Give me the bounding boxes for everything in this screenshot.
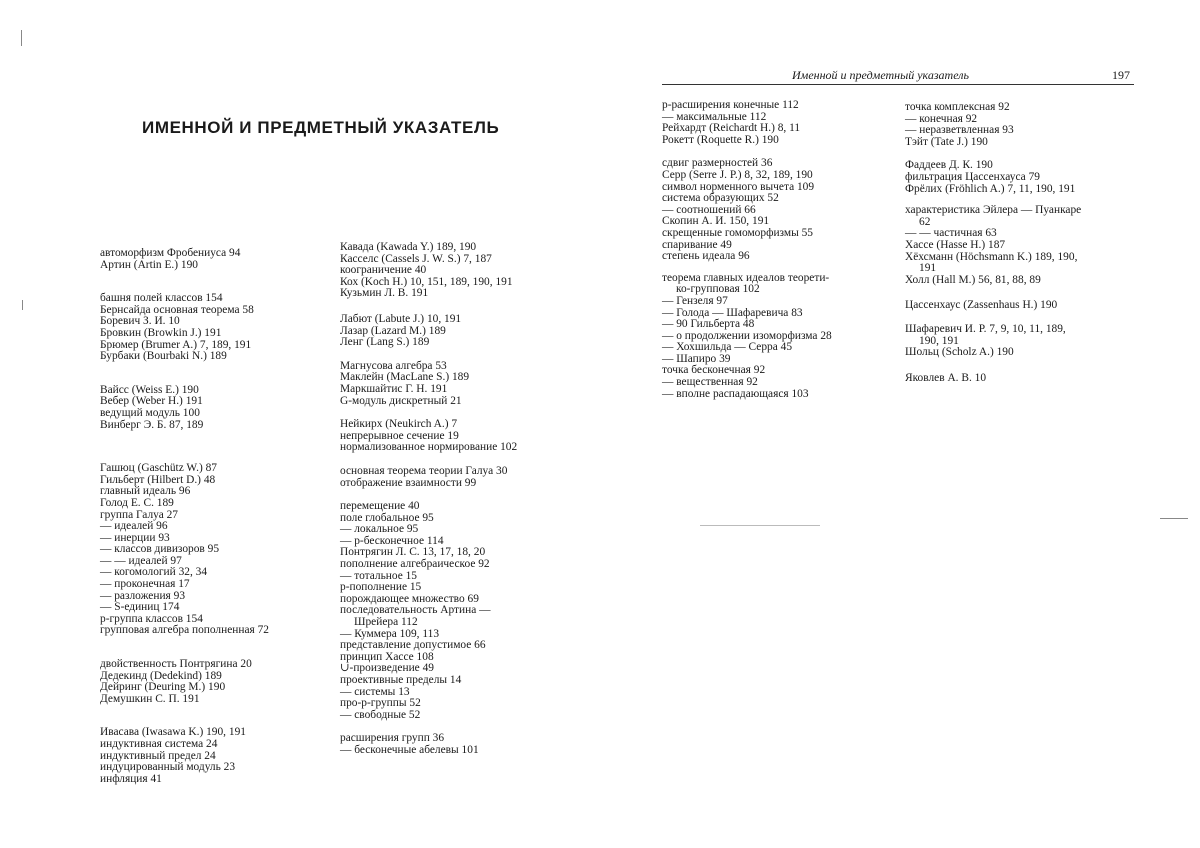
index-entry: Брюмер (Brumer A.) 7, 189, 191: [100, 338, 252, 351]
index-column-4: [905, 102, 1081, 397]
index-entry: — локальное 95: [340, 523, 419, 536]
index-entry: группа Галуа 27: [100, 508, 178, 521]
index-entry: 191: [919, 262, 937, 275]
index-entry: непрерывное сечение 19: [340, 429, 459, 442]
index-entry: 190, 191: [919, 334, 959, 347]
index-group: [100, 659, 269, 705]
index-entry: степень идеала 96: [662, 250, 750, 263]
index-group: [340, 242, 517, 300]
index-entry: Шольц (Scholz A.) 190: [905, 346, 1014, 359]
index-entry: Понтрягин Л. С. 13, 17, 18, 20: [340, 546, 486, 559]
index-entry: Магнусова алгебра 53: [340, 359, 447, 372]
index-entry: p-группа классов 154: [100, 612, 203, 625]
index-entry: принцип Хассе 108: [340, 650, 434, 663]
index-entry: Лабют (Labute J.) 10, 191: [340, 312, 462, 325]
index-entry: — соотношений 66: [662, 203, 756, 216]
index-group: [905, 102, 1081, 148]
index-entry: Бровкин (Browkin J.) 191: [100, 326, 222, 339]
index-entry: Фрёлих (Fröhlich A.) 7, 11, 190, 191: [905, 182, 1076, 195]
page-number: 197: [1112, 68, 1130, 82]
index-entry: Демушкин С. П. 191: [100, 692, 200, 705]
index-column-3: [662, 100, 832, 413]
index-entry: — о продолжении изоморфизма 28: [662, 329, 832, 342]
index-entry: Вайсс (Weiss E.) 190: [100, 383, 199, 396]
index-entry: Цассенхаус (Zassenhaus H.) 190: [905, 299, 1058, 312]
index-entry: — вполне распадающаяся 103: [662, 387, 809, 400]
index-group: [905, 300, 1081, 312]
index-entry: — свободные 52: [340, 708, 421, 721]
index-entry: Касселс (Cassels J. W. S.) 7, 187: [340, 252, 492, 265]
index-entry: Хассе (Hasse H.) 187: [905, 238, 1006, 251]
index-entry: Дейринг (Deuring M.) 190: [100, 681, 226, 694]
index-entry: — Хохшильда — Серра 45: [662, 341, 793, 354]
index-entry: Кох (Koch H.) 10, 151, 189, 190, 191: [340, 275, 513, 288]
index-group: [100, 463, 269, 637]
index-entry: проективные пределы 14: [340, 674, 462, 686]
index-entry: ∪-произведение 49: [340, 662, 434, 675]
index-entry: — системы 13: [340, 685, 410, 698]
index-group: [100, 385, 269, 431]
index-entry: Гашюц (Gaschütz W.) 87: [100, 462, 217, 475]
index-entry: p-расширения конечные 112: [662, 99, 799, 111]
index-entry: представление допустимое 66: [340, 639, 486, 652]
index-entry: — Куммера 109, 113: [340, 627, 440, 640]
index-group: [905, 205, 1081, 286]
index-entry: — неразветвленная 93: [905, 124, 1014, 137]
index-entry: Скопин А. И. 150, 191: [662, 215, 770, 228]
index-group: [905, 160, 1081, 195]
index-entry: двойственность Понтрягина 20: [100, 658, 252, 671]
index-entry: — классов дивизоров 95: [100, 543, 220, 556]
index-group: [340, 501, 517, 721]
index-entry: характеристика Эйлера — Пуанкаре: [905, 204, 1082, 217]
index-entry: — максимальные 112: [662, 110, 767, 123]
index-entry: Бурбаки (Bourbaki N.) 189: [100, 350, 227, 363]
index-entry: Фаддеев Д. К. 190: [905, 159, 993, 172]
index-entry: — конечная 92: [905, 112, 978, 125]
index-group: [662, 100, 832, 146]
index-entry: ко-групповая 102: [676, 283, 760, 296]
index-group: [100, 248, 269, 271]
index-entry: индуктивная система 24: [100, 738, 218, 750]
index-entry: Кузьмин Л. В. 191: [340, 287, 429, 300]
index-entry: Артин (Artin E.) 190: [100, 258, 199, 271]
index-entry: сдвиг размерностей 36: [662, 157, 773, 170]
index-entry: — идеалей 96: [100, 520, 168, 533]
index-entry: Серр (Serre J. P.) 8, 32, 189, 190: [662, 168, 813, 181]
index-entry: Дедекинд (Dedekind) 189: [100, 669, 222, 682]
scan-speck: [22, 300, 23, 310]
index-entry: Яковлев А. В. 10: [905, 371, 987, 384]
index-entry: — 90 Гильберта 48: [662, 318, 755, 331]
index-entry: Ленг (Lang S.) 189: [340, 336, 430, 349]
index-group: [340, 419, 517, 454]
index-entry: Кавада (Kawada Y.) 189, 190: [340, 241, 477, 253]
index-entry: поле глобальное 95: [340, 511, 434, 524]
index-entry: p-пополнение 15: [340, 581, 422, 594]
index-group: [340, 361, 517, 407]
index-entry: Маклейн (MacLane S.) 189: [340, 371, 470, 384]
index-entry: Рокетт (Roquette R.) 190: [662, 133, 779, 146]
index-entry: Голод Е. С. 189: [100, 496, 174, 509]
scan-speck: [21, 30, 22, 46]
index-entry: перемещение 40: [340, 500, 420, 513]
index-entry: Холл (Hall M.) 56, 81, 88, 89: [905, 273, 1041, 286]
index-entry: скрещенные гомоморфизмы 55: [662, 226, 813, 239]
index-column-1: [100, 248, 269, 798]
index-entry: — Голода — Шафаревича 83: [662, 306, 803, 319]
index-entry: — Шапиро 39: [662, 352, 731, 365]
index-entry: — бесконечные абелевы 101: [340, 743, 479, 756]
index-entry: — разложения 93: [100, 589, 186, 602]
index-entry: последовательность Артина —: [340, 604, 491, 617]
index-entry: групповая алгебра пополненная 72: [100, 624, 269, 637]
header-rule: [662, 84, 1134, 85]
index-entry: Шафаревич И. Р. 7, 9, 10, 11, 189,: [905, 322, 1066, 335]
index-group: [100, 727, 269, 785]
index-entry: — — частичная 63: [905, 227, 997, 240]
index-entry: точка бесконечная 92: [662, 364, 766, 377]
index-title: ИМЕННОЙ И ПРЕДМЕТНЫЙ УКАЗАТЕЛЬ: [142, 118, 500, 137]
index-entry: Винберг Э. Б. 87, 189: [100, 418, 204, 431]
index-entry: Хёхсманн (Höchsmann K.) 189, 190,: [905, 250, 1078, 263]
index-entry: индуцированный модуль 23: [100, 761, 236, 774]
index-entry: порождающее множество 69: [340, 592, 479, 605]
index-entry: теорема главных идеалов теорети-: [662, 271, 830, 284]
index-group: [100, 293, 269, 363]
index-entry: отображение взаимности 99: [340, 476, 477, 489]
scan-speck: [700, 525, 820, 526]
index-entry: Боревич З. И. 10: [100, 315, 180, 328]
index-entry: коограничение 40: [340, 264, 427, 277]
index-entry: Тэйт (Tate J.) 190: [905, 135, 988, 148]
index-entry: символ норменного вычета 109: [662, 180, 815, 193]
index-group: [340, 733, 517, 756]
index-entry: расширения групп 36: [340, 732, 445, 745]
index-entry: Нейкирх (Neukirch A.) 7: [340, 418, 458, 431]
index-entry: автоморфизм Фробениуса 94: [100, 247, 241, 259]
index-group: [905, 373, 1081, 385]
index-entry: система образующих 52: [662, 192, 779, 205]
index-entry: Рейхардт (Reichardt H.) 8, 11: [662, 122, 801, 135]
index-entry: 62: [919, 215, 931, 228]
index-entry: Вебер (Weber H.) 191: [100, 395, 203, 408]
index-entry: инфляция 41: [100, 772, 162, 785]
index-entry: нормализованное нормирование 102: [340, 441, 518, 454]
index-entry: — вещественная 92: [662, 376, 758, 389]
index-entry: — Гензеля 97: [662, 294, 728, 307]
index-entry: — проконечная 17: [100, 578, 190, 591]
index-group: [662, 158, 832, 262]
index-entry: фильтрация Цассенхауса 79: [905, 170, 1040, 183]
index-entry: ведущий модуль 100: [100, 406, 200, 419]
index-entry: — — идеалей 97: [100, 554, 182, 567]
index-entry: башня полей классов 154: [100, 292, 223, 305]
index-entry: — тотальное 15: [340, 569, 417, 582]
index-group: [340, 466, 517, 489]
index-entry: Ивасава (Iwasawa K.) 190, 191: [100, 726, 246, 739]
index-entry: — когомологий 32, 34: [100, 566, 208, 579]
index-entry: про-p-группы 52: [340, 697, 421, 710]
index-column-2: [340, 242, 517, 770]
index-group: [905, 324, 1081, 359]
index-entry: главный идеаль 96: [100, 485, 191, 498]
index-entry: Гильберт (Hilbert D.) 48: [100, 473, 216, 486]
index-entry: — p-бесконечное 114: [340, 534, 444, 547]
index-entry: Бернсайда основная теорема 58: [100, 303, 254, 316]
index-group: [662, 273, 832, 401]
index-group: [340, 314, 517, 349]
index-entry: — инерции 93: [100, 531, 170, 544]
index-entry: спаривание 49: [662, 238, 732, 251]
index-entry: Шрейера 112: [354, 616, 418, 629]
running-head: Именной и предметный указатель: [792, 68, 969, 82]
index-entry: Маркшайтис Г. Н. 191: [340, 382, 448, 395]
index-entry: G-модуль дискретный 21: [340, 394, 462, 407]
index-entry: пополнение алгебраическое 92: [340, 558, 490, 571]
index-entry: точка комплексная 92: [905, 101, 1010, 113]
index-entry: индуктивный предел 24: [100, 749, 216, 762]
scan-speck: [1160, 518, 1188, 519]
index-entry: Лазар (Lazard M.) 189: [340, 324, 446, 337]
index-entry: основная теорема теории Галуа 30: [340, 464, 508, 477]
index-entry: — S-единиц 174: [100, 601, 180, 614]
